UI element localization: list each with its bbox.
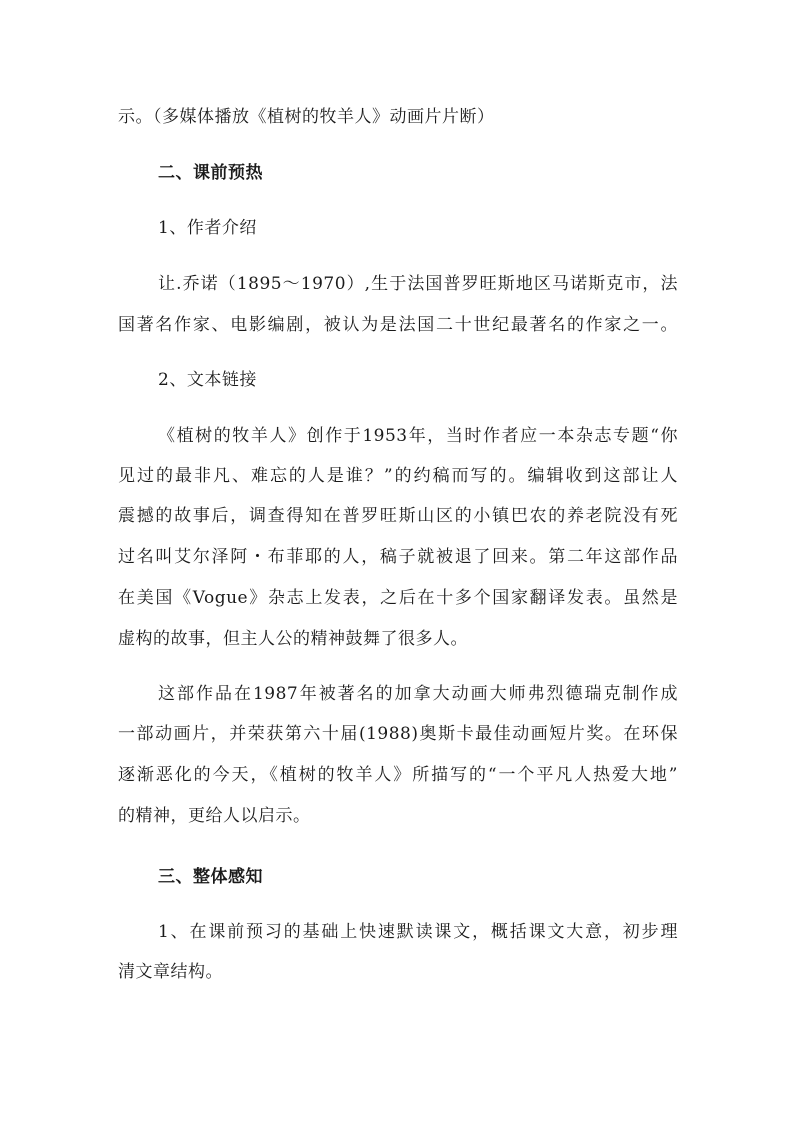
text-line: 在美国《Vogue》杂志上发表，之后在十多个国家翻译发表。虽然是	[118, 588, 678, 608]
text-line: 的精神，更给人以启示。	[118, 806, 311, 826]
subheading-text-link: 2、文本链接	[158, 370, 257, 390]
text-line: 1、在课前预习的基础上快速默读课文，概括课文大意，初步理	[158, 922, 678, 942]
text-line: 国著名作家、电影编剧，被认为是法国二十世纪最著名的作家之一。	[118, 315, 678, 335]
text-line: 让.乔诺（1895～1970）,生于法国普罗旺斯地区马诺斯克市，法	[158, 274, 678, 294]
text-line: 这部作品在1987年被著名的加拿大动画大师弗烈德瑞克制作成	[158, 684, 678, 704]
text-line: 过名叫艾尔泽阿・布菲耶的人，稿子就被退了回来。第二年这部作品	[118, 547, 678, 567]
text-line: 逐渐恶化的今天，《植树的牧羊人》所描写的“一个平凡人热爱大地”	[118, 765, 678, 785]
text-line: 《植树的牧羊人》创作于1953年，当时作者应一本杂志专题“你	[158, 426, 678, 446]
text-line: 虚构的故事，但主人公的精神鼓舞了很多人。	[118, 629, 468, 649]
section-heading-preview: 二、课前预热	[158, 163, 263, 183]
section-heading-overview: 三、整体感知	[158, 867, 263, 887]
text-line: 见过的最非凡、难忘的人是谁？”的约稿而写的。编辑收到这部让人	[118, 466, 678, 486]
text-line: 示。（多媒体播放《植树的牧羊人》动画片片断）	[118, 107, 495, 127]
subheading-author-intro: 1、作者介绍	[158, 218, 257, 238]
text-line: 震撼的故事后，调查得知在普罗旺斯山区的小镇巴农的养老院没有死	[118, 506, 678, 526]
text-line: 清文章结构。	[118, 962, 223, 982]
text-line: 一部动画片，并荣获第六十届(1988)奥斯卡最佳动画短片奖。在环保	[118, 724, 678, 744]
